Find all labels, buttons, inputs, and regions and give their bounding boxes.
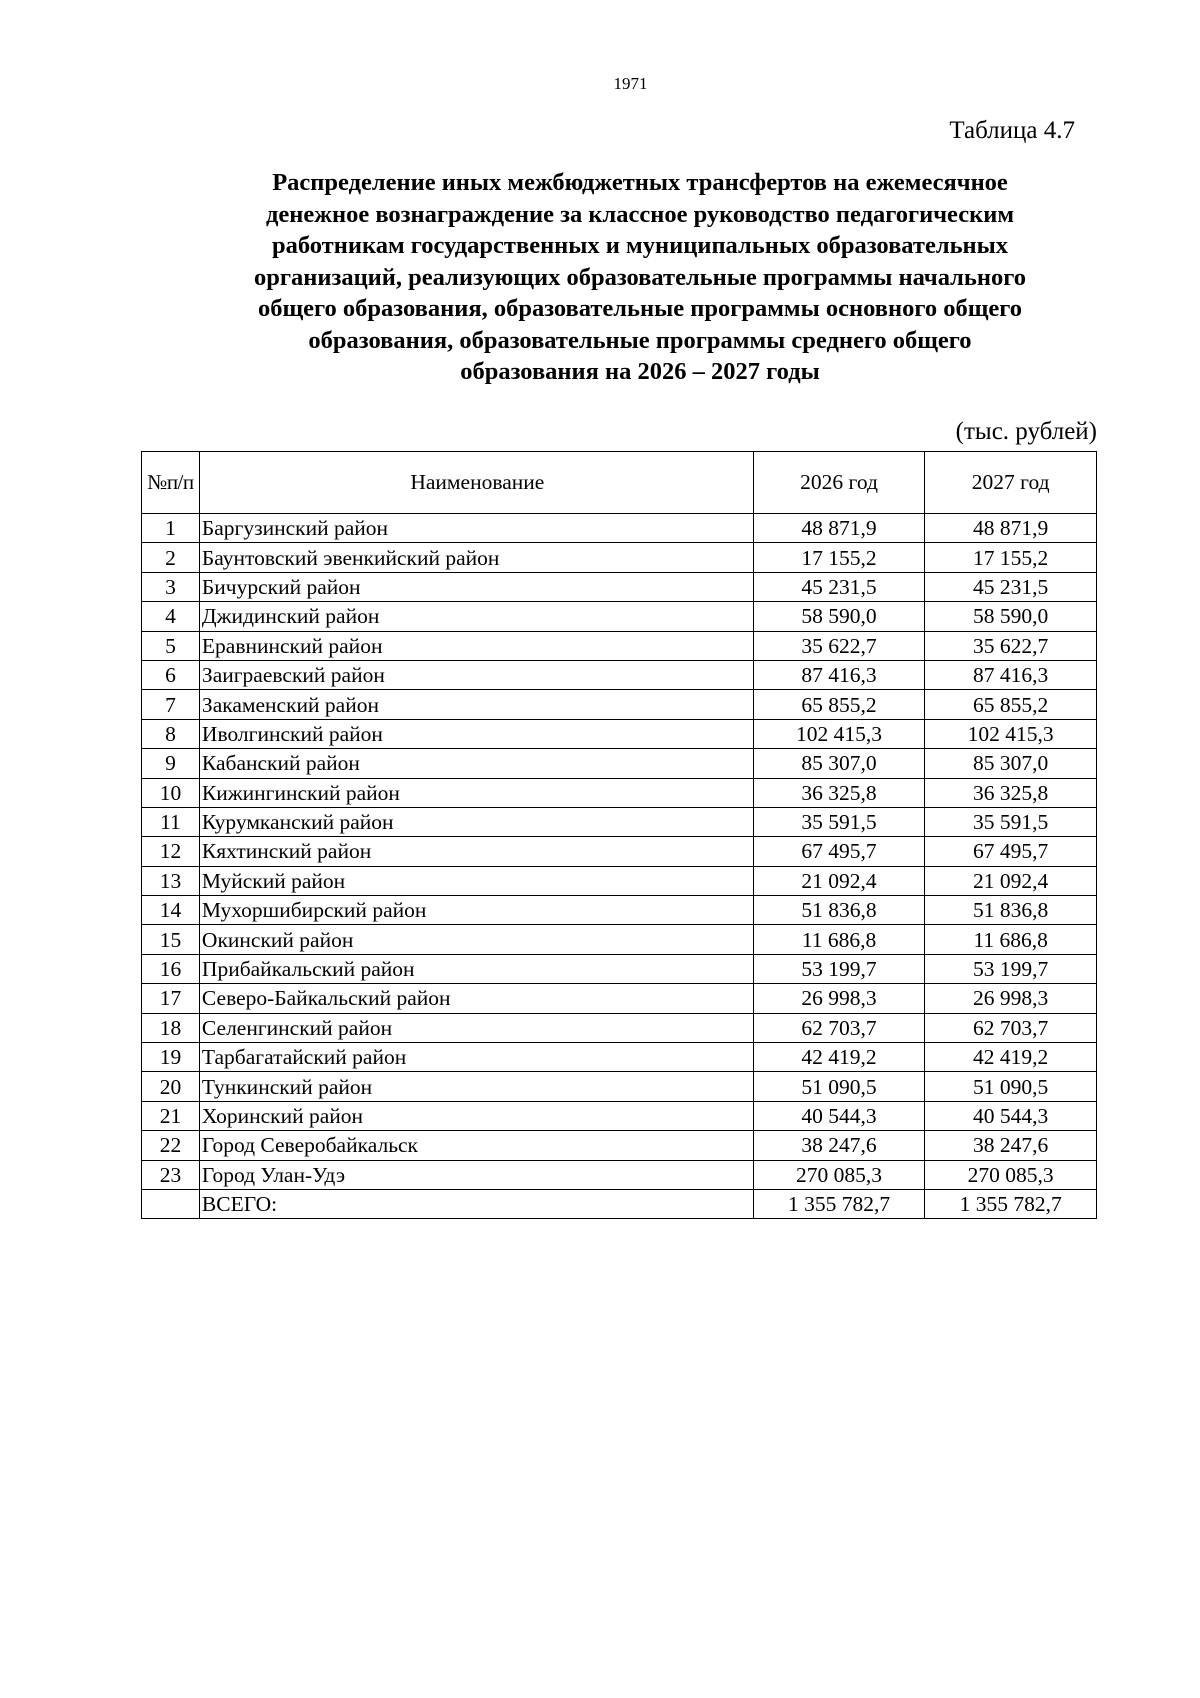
table-row	[142, 925, 1097, 954]
header-2026: 2026 год	[753, 452, 925, 514]
row-value-2026: 48 871,9	[753, 514, 925, 543]
row-number: 14	[142, 896, 200, 925]
row-value-2026: 11 686,8	[753, 925, 925, 954]
row-value-2027: 85 307,0	[925, 749, 1097, 778]
row-value-2027: 11 686,8	[925, 925, 1097, 954]
row-value-2026: 1 355 782,7	[753, 1189, 925, 1218]
row-value-2027: 67 495,7	[925, 837, 1097, 866]
table-row	[142, 1101, 1097, 1130]
row-name: Муйский район	[199, 866, 753, 895]
title-line: образования на 2026 – 2027 годы	[460, 358, 820, 385]
row-number: 7	[142, 690, 200, 719]
title-line: Распределение иных межбюджетных трансфертов на ежемесячное	[272, 169, 1008, 196]
row-number: 15	[142, 925, 200, 954]
row-name: Иволгинский район	[199, 719, 753, 748]
header-name: Наименование	[199, 452, 753, 514]
table-row	[142, 954, 1097, 983]
table-body	[142, 514, 1097, 1219]
row-name: Баргузинский район	[199, 514, 753, 543]
row-value-2027: 102 415,3	[925, 719, 1097, 748]
table-row	[142, 719, 1097, 748]
row-name: Джидинский район	[199, 602, 753, 631]
header-2027: 2027 год	[925, 452, 1097, 514]
row-value-2027: 35 622,7	[925, 631, 1097, 660]
row-name: Тарбагатайский район	[199, 1043, 753, 1072]
table-row	[142, 1072, 1097, 1101]
title-line: работникам государственных и муниципальных образовательных	[271, 232, 1009, 259]
row-value-2027: 21 092,4	[925, 866, 1097, 895]
table-row	[142, 807, 1097, 836]
row-name: Город Северобайкальск	[199, 1131, 753, 1160]
row-number: 18	[142, 1013, 200, 1042]
row-number: 13	[142, 866, 200, 895]
title-line: образования, образовательные программы среднего общего	[308, 326, 972, 354]
row-value-2027: 26 998,3	[925, 984, 1097, 1013]
table-row	[142, 837, 1097, 866]
row-name: Бичурский район	[199, 572, 753, 601]
header-number: №п/п	[142, 452, 200, 514]
table-row	[142, 572, 1097, 601]
row-value-2027: 40 544,3	[925, 1101, 1097, 1130]
row-name: Мухоршибирский район	[199, 896, 753, 925]
row-name: Прибайкальский район	[199, 954, 753, 983]
row-number: 10	[142, 778, 200, 807]
row-value-2026: 85 307,0	[753, 749, 925, 778]
page-number: 1971	[613, 74, 648, 93]
row-name: Селенгинский район	[199, 1013, 753, 1042]
row-number	[142, 1189, 200, 1218]
row-number: 23	[142, 1160, 200, 1189]
table-row	[142, 778, 1097, 807]
row-value-2026: 42 419,2	[753, 1043, 925, 1072]
row-number: 4	[142, 602, 200, 631]
row-name: Хоринский район	[199, 1101, 753, 1130]
row-value-2026: 38 247,6	[753, 1131, 925, 1160]
row-name: Курумканский район	[199, 807, 753, 836]
row-value-2027: 38 247,6	[925, 1131, 1097, 1160]
title-line: общего образования, образовательные программы основного общего	[257, 295, 1023, 322]
table-row	[142, 749, 1097, 778]
row-value-2027: 65 855,2	[925, 690, 1097, 719]
row-value-2026: 51 836,8	[753, 896, 925, 925]
row-value-2026: 53 199,7	[753, 954, 925, 983]
row-value-2026: 21 092,4	[753, 866, 925, 895]
row-value-2026: 17 155,2	[753, 543, 925, 572]
row-value-2026: 270 085,3	[753, 1160, 925, 1189]
row-name: Окинский район	[199, 925, 753, 954]
row-name: Северо-Байкальский район	[199, 984, 753, 1013]
row-value-2026: 62 703,7	[753, 1013, 925, 1042]
row-number: 1	[142, 514, 200, 543]
row-value-2027: 17 155,2	[925, 543, 1097, 572]
row-value-2026: 35 591,5	[753, 807, 925, 836]
row-value-2027: 48 871,9	[925, 514, 1097, 543]
row-number: 22	[142, 1131, 200, 1160]
table-row	[142, 514, 1097, 543]
row-number: 9	[142, 749, 200, 778]
table-label: Таблица 4.7	[949, 117, 1075, 144]
row-value-2027: 1 355 782,7	[925, 1189, 1097, 1218]
row-value-2026: 26 998,3	[753, 984, 925, 1013]
row-number: 5	[142, 631, 200, 660]
row-name: Тункинский район	[199, 1072, 753, 1101]
row-value-2026: 58 590,0	[753, 602, 925, 631]
row-number: 8	[142, 719, 200, 748]
row-number: 2	[142, 543, 200, 572]
row-name: Еравнинский район	[199, 631, 753, 660]
row-name: ВСЕГО:	[199, 1189, 753, 1218]
row-value-2027: 58 590,0	[925, 602, 1097, 631]
row-value-2026: 67 495,7	[753, 837, 925, 866]
row-value-2026: 35 622,7	[753, 631, 925, 660]
row-value-2027: 42 419,2	[925, 1043, 1097, 1072]
row-name: Кижингинский район	[199, 778, 753, 807]
row-number: 3	[142, 572, 200, 601]
table-row	[142, 631, 1097, 660]
table-row	[142, 690, 1097, 719]
table-row	[142, 1131, 1097, 1160]
row-name: Баунтовский эвенкийский район	[199, 543, 753, 572]
row-number: 6	[142, 660, 200, 689]
table-row	[142, 1160, 1097, 1189]
row-value-2026: 87 416,3	[753, 660, 925, 689]
title-line: денежное вознаграждение за классное руководство педагогическим	[265, 200, 1015, 228]
units-label: (тыс. рублей)	[955, 418, 1097, 445]
table-header-row	[142, 452, 1097, 514]
title-line: организаций, реализующих образовательные программы начального	[253, 263, 1027, 291]
table-row	[142, 896, 1097, 925]
row-number: 20	[142, 1072, 200, 1101]
row-value-2026: 36 325,8	[753, 778, 925, 807]
row-value-2027: 36 325,8	[925, 778, 1097, 807]
row-name: Заиграевский район	[199, 660, 753, 689]
document-title	[170, 167, 1110, 388]
row-value-2027: 45 231,5	[925, 572, 1097, 601]
row-value-2026: 45 231,5	[753, 572, 925, 601]
row-value-2027: 51 836,8	[925, 896, 1097, 925]
table-row	[142, 866, 1097, 895]
row-value-2027: 53 199,7	[925, 954, 1097, 983]
table-row	[142, 543, 1097, 572]
row-value-2027: 87 416,3	[925, 660, 1097, 689]
table-row	[142, 984, 1097, 1013]
row-number: 21	[142, 1101, 200, 1130]
row-name: Кяхтинский район	[199, 837, 753, 866]
row-value-2026: 65 855,2	[753, 690, 925, 719]
row-number: 17	[142, 984, 200, 1013]
table-row	[142, 1043, 1097, 1072]
row-value-2026: 102 415,3	[753, 719, 925, 748]
table-row	[142, 1013, 1097, 1042]
row-value-2026: 40 544,3	[753, 1101, 925, 1130]
row-value-2027: 51 090,5	[925, 1072, 1097, 1101]
table-total-row	[142, 1189, 1097, 1218]
table-row	[142, 660, 1097, 689]
row-value-2026: 51 090,5	[753, 1072, 925, 1101]
row-value-2027: 35 591,5	[925, 807, 1097, 836]
row-number: 12	[142, 837, 200, 866]
row-number: 16	[142, 954, 200, 983]
row-number: 11	[142, 807, 200, 836]
row-value-2027: 270 085,3	[925, 1160, 1097, 1189]
row-name: Кабанский район	[199, 749, 753, 778]
row-number: 19	[142, 1043, 200, 1072]
row-value-2027: 62 703,7	[925, 1013, 1097, 1042]
table-row	[142, 602, 1097, 631]
transfers-table	[141, 451, 1097, 1219]
row-name: Город Улан-Удэ	[199, 1160, 753, 1189]
row-name: Закаменский район	[199, 690, 753, 719]
